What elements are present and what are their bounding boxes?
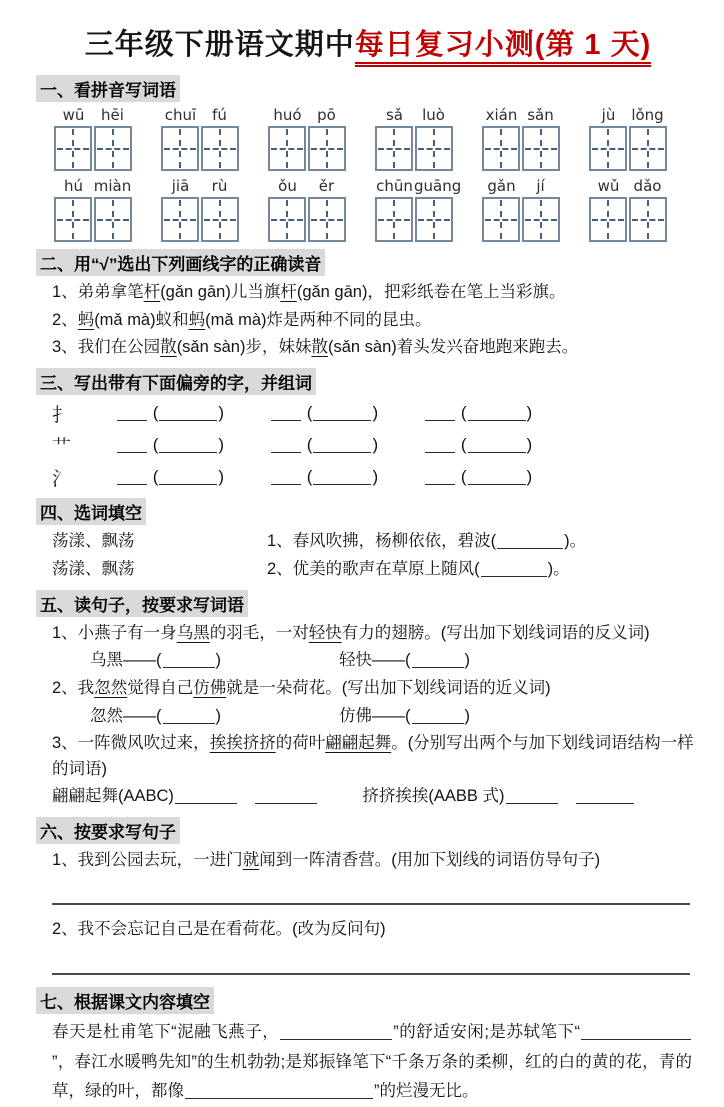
answer-blank[interactable]	[280, 1025, 392, 1040]
answer-blank[interactable]	[159, 470, 217, 485]
word-group-blank: ( )	[424, 435, 532, 455]
word-group-blank: ( )	[270, 403, 378, 423]
writing-boxes	[161, 126, 239, 171]
writing-box[interactable]	[415, 126, 453, 171]
pinyin-row-2	[54, 177, 698, 242]
question-item: 2、我不会忘记自己是在看荷花。(改为反问句)	[52, 920, 386, 939]
pinyin-labels	[161, 106, 239, 124]
writing-box[interactable]	[375, 197, 413, 242]
question-item: 3、一阵微风吹过来，挨挨挤挤的荷叶翩翩起舞。(分别写出两个与加下划线词语结构一样的词语)	[52, 734, 694, 778]
section-4	[36, 498, 698, 525]
word-group-blank: ( )	[424, 403, 532, 423]
radical-label: 氵	[52, 468, 72, 490]
pinyin-syllable: fú	[212, 106, 227, 124]
section-5	[36, 590, 698, 617]
answer-row	[90, 648, 698, 674]
pinyin-box-pair	[375, 106, 453, 171]
pinyin-syllable: lǒng	[631, 106, 664, 124]
answer-blank[interactable]	[468, 438, 526, 453]
radical-row	[52, 432, 698, 459]
writing-box[interactable]	[629, 126, 667, 171]
pinyin-syllable: sǎ	[385, 106, 403, 124]
answer-blank[interactable]	[117, 470, 147, 485]
radical-label: 扌	[52, 404, 72, 426]
pinyin-syllable: rù	[211, 177, 228, 195]
pinyin-labels	[589, 177, 667, 195]
answer-blank[interactable]	[271, 470, 301, 485]
pinyin-syllable: chūn	[376, 177, 413, 195]
answer-line[interactable]	[52, 973, 690, 975]
writing-box[interactable]	[94, 197, 132, 242]
writing-box[interactable]	[522, 197, 560, 242]
writing-box[interactable]	[308, 126, 346, 171]
word-group-blank: ( )	[116, 435, 224, 455]
pinyin-box-pair	[161, 177, 239, 242]
pinyin-labels	[375, 106, 453, 124]
answer-blank[interactable]	[576, 789, 634, 804]
word-group-blank: ( )	[270, 435, 378, 455]
word-options: 荡漾、飘荡	[52, 531, 135, 550]
pinyin-box-pair	[589, 177, 667, 242]
pinyin-syllable: hú	[63, 177, 83, 195]
answer-blank[interactable]	[313, 470, 371, 485]
writing-boxes	[375, 126, 453, 171]
pinyin-syllable: miàn	[93, 177, 132, 195]
pinyin-syllable: pō	[317, 106, 336, 124]
answer-blank[interactable]	[412, 709, 464, 724]
answer-blank[interactable]	[313, 406, 371, 421]
question-item: 2、我忽然觉得自己仿佛就是一朵荷花。(写出加下划线词语的近义词)	[52, 678, 551, 697]
choose-word-row	[52, 557, 698, 583]
answer-blank[interactable]	[271, 438, 301, 453]
writing-box[interactable]	[482, 197, 520, 242]
pinyin-syllable: huó	[273, 106, 302, 124]
answer-blank[interactable]	[412, 653, 464, 668]
pinyin-syllable: sǎn	[527, 106, 554, 124]
writing-box[interactable]	[308, 197, 346, 242]
word-group-blank: ( )	[424, 467, 532, 487]
answer-blank[interactable]	[468, 406, 526, 421]
writing-box[interactable]	[201, 126, 239, 171]
question-item: 2、蚂(mǎ mà)蚁和蚂(mǎ mà)炸是两种不同的昆虫。	[52, 310, 432, 329]
passage-fill-blank: 春天是杜甫笔下“泥融飞燕子， ”的舒适安闲;是苏轼笔下“”，春江水暖鸭先知”的生机勃勃;是郑振锋笔下“千条万条的柔柳，红的白的黄的花，青的草，绿的叶，都像 ”的烂漫无比。	[52, 1022, 692, 1101]
pinyin-row-1	[54, 106, 698, 171]
writing-boxes	[589, 126, 667, 171]
fill-blank-item: 1、春风吹拂，杨柳依依，碧波( )。	[267, 531, 587, 550]
writing-boxes	[54, 126, 132, 171]
pinyin-syllable: chuī	[164, 106, 197, 124]
answer-blank[interactable]	[506, 789, 558, 804]
pinyin-syllable: hēi	[101, 106, 124, 124]
writing-boxes	[54, 197, 132, 242]
pinyin-labels	[482, 177, 560, 195]
section-6-heading: 六、按要求写句子	[36, 817, 180, 844]
writing-box[interactable]	[201, 197, 239, 242]
question-item: 1、小燕子有一身乌黑的羽毛，一对轻快有力的翅膀。(写出加下划线词语的反义词)	[52, 623, 650, 642]
pinyin-syllable: gǎn	[487, 177, 516, 195]
pinyin-box-pair	[54, 106, 132, 171]
section-6	[36, 817, 698, 844]
pinyin-syllable: guāng	[414, 177, 462, 195]
word-group-blank: ( )	[116, 403, 224, 423]
pinyin-labels	[482, 106, 560, 124]
answer-row	[52, 784, 698, 810]
writing-boxes	[268, 197, 346, 242]
writing-boxes	[589, 197, 667, 242]
writing-box[interactable]	[522, 126, 560, 171]
pinyin-box-pair	[375, 177, 462, 242]
pinyin-writing-grid	[54, 106, 698, 242]
pinyin-box-pair	[161, 106, 239, 171]
writing-box[interactable]	[161, 197, 199, 242]
section-1	[36, 75, 698, 102]
writing-box[interactable]	[629, 197, 667, 242]
question-item: 1、弟弟拿笔杆(gǎn gān)儿当旗杆(gǎn gān)，把彩纸卷在笔上当彩旗。	[52, 283, 566, 301]
pinyin-box-pair	[54, 177, 132, 242]
answer-blank[interactable]	[313, 438, 371, 453]
section-2	[36, 249, 698, 276]
pinyin-box-pair	[589, 106, 667, 171]
pinyin-syllable: xián	[485, 106, 518, 124]
section-5-heading: 五、读句子，按要求写词语	[36, 590, 248, 617]
pinyin-syllable: ǒu	[278, 177, 297, 195]
pinyin-syllable: wǔ	[597, 177, 620, 195]
question-item: 3、我们在公园散(sǎn sàn)步，妹妹散(sǎn sàn)着头发兴奋地跑来跑去。	[52, 338, 579, 357]
pinyin-syllable: jiā	[171, 177, 190, 195]
pinyin-box-pair	[482, 177, 560, 242]
pinyin-box-pair	[268, 177, 346, 242]
answer-blank[interactable]	[468, 470, 526, 485]
writing-box[interactable]	[589, 197, 627, 242]
answer-blank[interactable]	[481, 562, 547, 577]
answer-blank[interactable]	[255, 789, 317, 804]
answer-blank[interactable]	[581, 1025, 691, 1040]
writing-boxes	[482, 197, 560, 242]
answer-blank[interactable]	[117, 406, 147, 421]
answer-blank-group: 轻快——( )	[339, 651, 470, 670]
writing-box[interactable]	[268, 126, 306, 171]
pinyin-syllable: ěr	[318, 177, 335, 195]
answer-blank-group: 挤挤挨挨(AABB 式)	[362, 784, 635, 810]
writing-box[interactable]	[161, 126, 199, 171]
writing-box[interactable]	[54, 197, 92, 242]
answer-blank[interactable]	[163, 653, 215, 668]
writing-boxes	[268, 126, 346, 171]
title-highlight: 每日复习小测(第 1 天)	[355, 29, 652, 67]
writing-box[interactable]	[589, 126, 627, 171]
radical-label: 艹	[52, 436, 72, 458]
section-4-heading: 四、选词填空	[36, 498, 146, 525]
answer-blank[interactable]	[185, 1084, 373, 1099]
word-options: 荡漾、飘荡	[52, 560, 135, 579]
pinyin-syllable: jù	[601, 106, 616, 124]
word-group-blank: ( )	[270, 467, 378, 487]
title-prefix: 三年级下册语文期中	[84, 29, 355, 61]
word-group-blank: ( )	[116, 467, 224, 487]
answer-blank-group: 翩翩起舞(AABC)	[52, 784, 318, 810]
pinyin-box-pair	[482, 106, 560, 171]
pinyin-labels	[375, 177, 462, 195]
answer-blank[interactable]	[117, 438, 147, 453]
writing-box[interactable]	[94, 126, 132, 171]
radical-row	[52, 400, 698, 427]
pinyin-labels	[54, 106, 132, 124]
section-1-heading: 一、看拼音写词语	[36, 75, 180, 102]
answer-blank[interactable]	[425, 406, 455, 421]
pinyin-box-pair	[268, 106, 346, 171]
answer-blank-group: 忽然——( )	[90, 706, 221, 725]
fill-blank-item: 2、优美的歌声在草原上随风( )。	[267, 560, 570, 579]
section-3-heading: 三、写出带有下面偏旁的字，并组词	[36, 368, 316, 395]
answer-blank[interactable]	[175, 789, 237, 804]
answer-blank[interactable]	[271, 406, 301, 421]
writing-box[interactable]	[268, 197, 306, 242]
answer-blank[interactable]	[425, 438, 455, 453]
page-title	[38, 22, 698, 63]
pinyin-labels	[589, 106, 667, 124]
answer-blank-group: 仿佛——( )	[339, 706, 470, 725]
writing-boxes	[482, 126, 560, 171]
pinyin-labels	[268, 177, 346, 195]
section-7	[36, 987, 698, 1014]
choose-word-row	[52, 529, 698, 555]
section-7-heading: 七、根据课文内容填空	[36, 987, 214, 1014]
question-item: 1、我到公园去玩，一进门就闻到一阵清香营。(用加下划线的词语仿导句子)	[52, 850, 601, 869]
writing-box[interactable]	[482, 126, 520, 171]
section-2-heading: 二、用“√”选出下列画线字的正确读音	[36, 249, 325, 276]
writing-box[interactable]	[54, 126, 92, 171]
pinyin-syllable: wū	[62, 106, 85, 124]
answer-row	[90, 704, 698, 730]
pinyin-labels	[161, 177, 239, 195]
pinyin-labels	[54, 177, 132, 195]
writing-boxes	[161, 197, 239, 242]
answer-blank[interactable]	[159, 406, 217, 421]
answer-blank[interactable]	[497, 534, 563, 549]
writing-boxes	[375, 197, 453, 242]
section-3	[36, 368, 698, 395]
pinyin-syllable: jí	[536, 177, 545, 195]
answer-blank[interactable]	[425, 470, 455, 485]
answer-blank[interactable]	[163, 709, 215, 724]
radical-row	[52, 464, 698, 491]
answer-line[interactable]	[52, 903, 690, 905]
pinyin-labels	[268, 106, 346, 124]
writing-box[interactable]	[375, 126, 413, 171]
pinyin-syllable: luò	[422, 106, 445, 124]
writing-box[interactable]	[415, 197, 453, 242]
answer-blank[interactable]	[159, 438, 217, 453]
pinyin-syllable: dǎo	[633, 177, 662, 195]
answer-blank-group: 乌黑——( )	[90, 651, 221, 670]
